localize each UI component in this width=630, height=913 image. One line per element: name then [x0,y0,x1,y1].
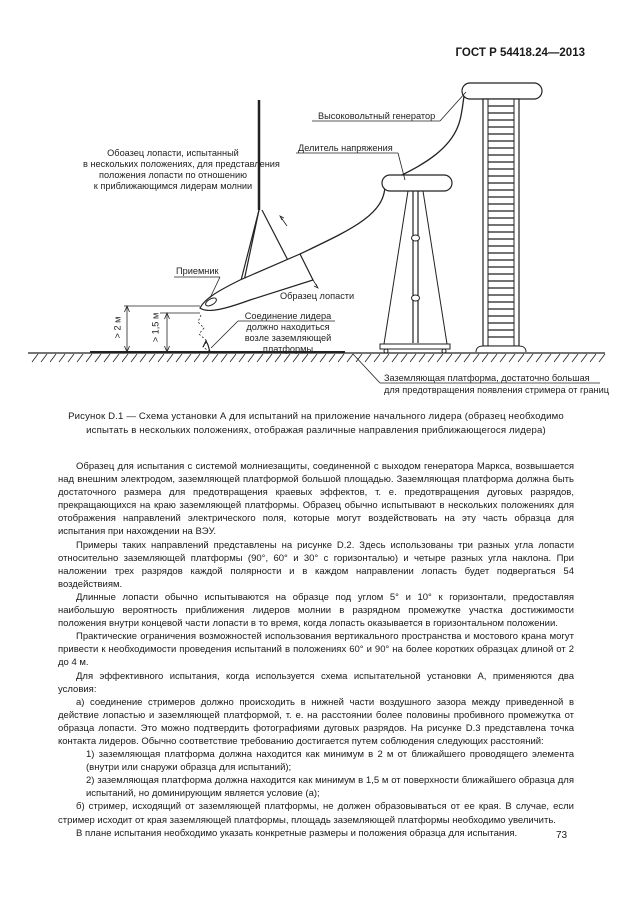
voltage-divider [380,175,452,353]
figure-caption: Рисунок D.1 — Схема установки А для испытаний на приложение начального лидера (образец необходимо испытать в нескольких положениях, отображая различные направления приближающегося лидера) [68,411,564,436]
label-voltage-divider: Делитель напряжения [298,143,393,153]
label-dim-2m: > 2 м [112,316,123,339]
label-blade-sample: Образец лопасти [280,291,355,301]
list-item: 1) заземляющая платформа должна находится как минимум в 2 м от ближайшего проводящего элемента (внутри или снаружи образца для испытаний); [86,749,574,774]
paragraph: Практические ограничения возможностей использования вертикального пространства и мостового крана могут привести к необходимости проведения испытаний в положениях 60° и 90° на более коротких образцах длиной от 2 до 4 м. [58,631,574,669]
dimension-lines [124,306,200,352]
list-item: 2) заземляющая платформа должна находится как минимум в 1,5 м от поверхности ближайшего образца для испытаний, но доминирующим является условие (а); [86,775,574,800]
label-leaders [174,92,600,383]
body-text [58,460,574,840]
figure-d1 [0,0,630,400]
page-number: 73 [556,830,568,841]
label-ground-platform-line1: Заземляющая платформа, достаточно большая [384,373,590,383]
label-ground-platform-line2: для предотвращения появления стримера от границ [384,385,609,395]
label-sample-note: Обоазец лопасти, испытанный в нескольких положениях, для представления положения лопасти по отношению к приближающимся лидерам молнии [83,148,280,191]
label-receptor: Приемник [176,266,219,276]
label-high-voltage-generator: Высоковольтный генератор [318,111,436,121]
paragraph: б) стример, исходящий от заземляющей платформы, не должен образовываться от ее края. В случае, если стример исходит от края заземляющей платформы, площадь заземляющей платформы необходимо увеличить. [58,801,574,826]
standard-header: ГОСТ Р 54418.24—2013 [455,47,585,59]
label-leader-connection: Соединение лидера должно находиться возле заземляющей платформы [244,311,332,354]
paragraph: Длинные лопасти обычно испытываются на образце под углом 5° и 10° к горизонтали, предоставляя наибольшую вероятность приближения лидеров молнии в разрядном промежутке участка достижимости положения внутри концевой части лопасти в то время, когда лопасть оказывается в горизонтальном положении. [58,591,574,630]
marx-generator [462,83,542,352]
label-dim-1-5m: > 1,5 м [150,312,161,343]
paragraph: Примеры таких направлений представлены на рисунке D.2. Здесь использованы три разных угла лопасти относительно заземляющей платформы (90°, 60° и 30° с горизонталью) и четыре разных угла наклона. При наложении трех разрядов каждой полярности и в каждом направлении лопасть будет подвергаться 54 воздействиям. [58,539,574,590]
paragraph: Образец для испытания с системой молниезащиты, соединенной с выходом генератора Маркса, возвышается над внешним электродом, заземляющей платформой большой площадью. Заземляющая платформа должна быть достаточного размера для предотвращения краевых эффектов, т. е. предотвращения дуговых разрядов, прекращающихся на краю заземляющей платформы. Образец обычно испытывают в нескольких положениях для отображения направлений электрического поля, которые могут воздействовать на эту часть образца для испытания при нахождении на ВЭУ. [58,461,574,538]
paragraph: Для эффективного испытания, когда используется схема испытательной установки А, применяются два условия: [58,670,574,695]
paragraph: а) соединение стримеров должно происходить в нижней части воздушного зазора между приведенной в действие лопастью и заземляющей платформой, т. е. на расстоянии более половины пробивного промежутка от образца лопасти. Это можно подтвердить фотографиями дуговых разрядов. На рисунке D.3 представлена точка контакта лидеров. Обычно соответствие требованию достигается путем соблюдения следующих расстояний: [58,696,574,747]
paragraph: В плане испытания необходимо указать конкретные размеры и положения образца для испытания. [76,827,518,839]
